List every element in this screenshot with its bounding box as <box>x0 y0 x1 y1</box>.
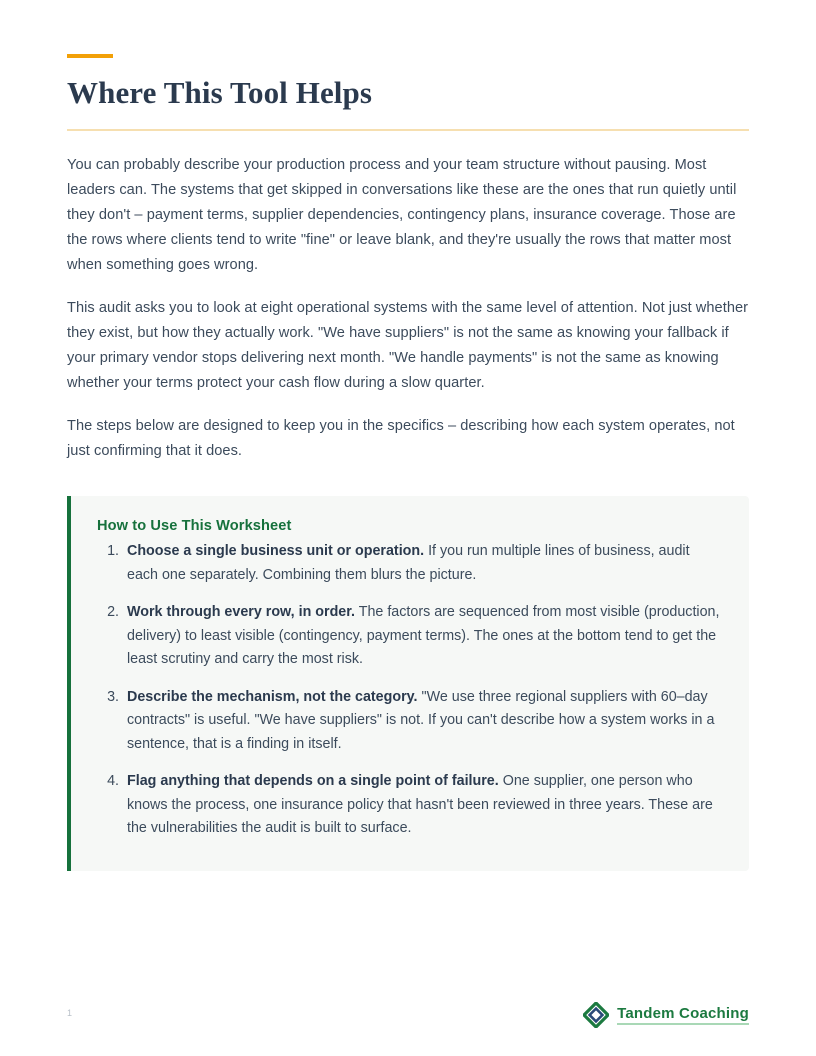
how-to-use-callout <box>67 496 749 871</box>
list-item <box>123 770 721 841</box>
step-body: The factors are sequenced from most visible (production, delivery) to least visible (contingency, payment terms). The ones at the bottom tend to get the least scrutiny and carry the most risk. <box>127 604 720 667</box>
step-body: If you run multiple lines of business, audit each one separately. Combining them blurs the picture. <box>127 543 690 583</box>
list-item <box>123 601 721 672</box>
page-number: 1 <box>67 1008 73 1018</box>
step-body: One supplier, one person who knows the process, one insurance policy that hasn't been reviewed in three years. These are the vulnerabilities the audit is built to surface. <box>127 773 713 836</box>
title-accent-bar <box>67 54 113 58</box>
brand-logo <box>583 1002 749 1028</box>
steps-list <box>97 540 721 841</box>
intro-paragraph-3: The steps below are designed to keep you in the specifics – describing how each system operates, not just confirming that it does. <box>67 418 735 459</box>
step-lead: Choose a single business unit or operation. <box>127 543 425 559</box>
step-lead: Work through every row, in order. <box>127 604 355 620</box>
list-item <box>123 686 721 757</box>
page-footer <box>0 1000 816 1040</box>
step-lead: Flag anything that depends on a single point of failure. <box>127 773 499 789</box>
page-title: Where This Tool Helps <box>67 75 373 110</box>
intro-paragraph-1: You can probably describe your production process and your team structure without pausing. Most leaders can. The systems that get skipped in conversations like these are the ones that run quietly until they don't – payment terms, supplier dependencies, contingency plans, insurance coverage. Those are the rows where clients tend to write "fine" or leave blank, and they're usually the rows that matter most when something goes wrong. <box>67 157 737 273</box>
intro-paragraph-2: This audit asks you to look at eight operational systems with the same level of attention. Not just whether they exist, but how they actually work. "We have suppliers" is not the same as knowing your fallback if your primary vendor stops delivering next month. "We handle payments" is not the same as knowing whether your terms protect your cash flow during a slow quarter. <box>67 300 749 391</box>
diamond-logo-icon <box>583 1002 609 1028</box>
brand-name: Tandem Coaching <box>617 1005 749 1025</box>
step-lead: Describe the mechanism, not the category. <box>127 688 418 705</box>
callout-title: How to Use This Worksheet <box>97 518 292 534</box>
list-item <box>123 540 721 587</box>
page-content <box>67 0 749 871</box>
step-body: "We use three regional suppliers with 60–day contracts" is useful. "We have suppliers" is not. If you can't describe how a system works in a sentence, that is a finding in itself. <box>127 688 715 752</box>
